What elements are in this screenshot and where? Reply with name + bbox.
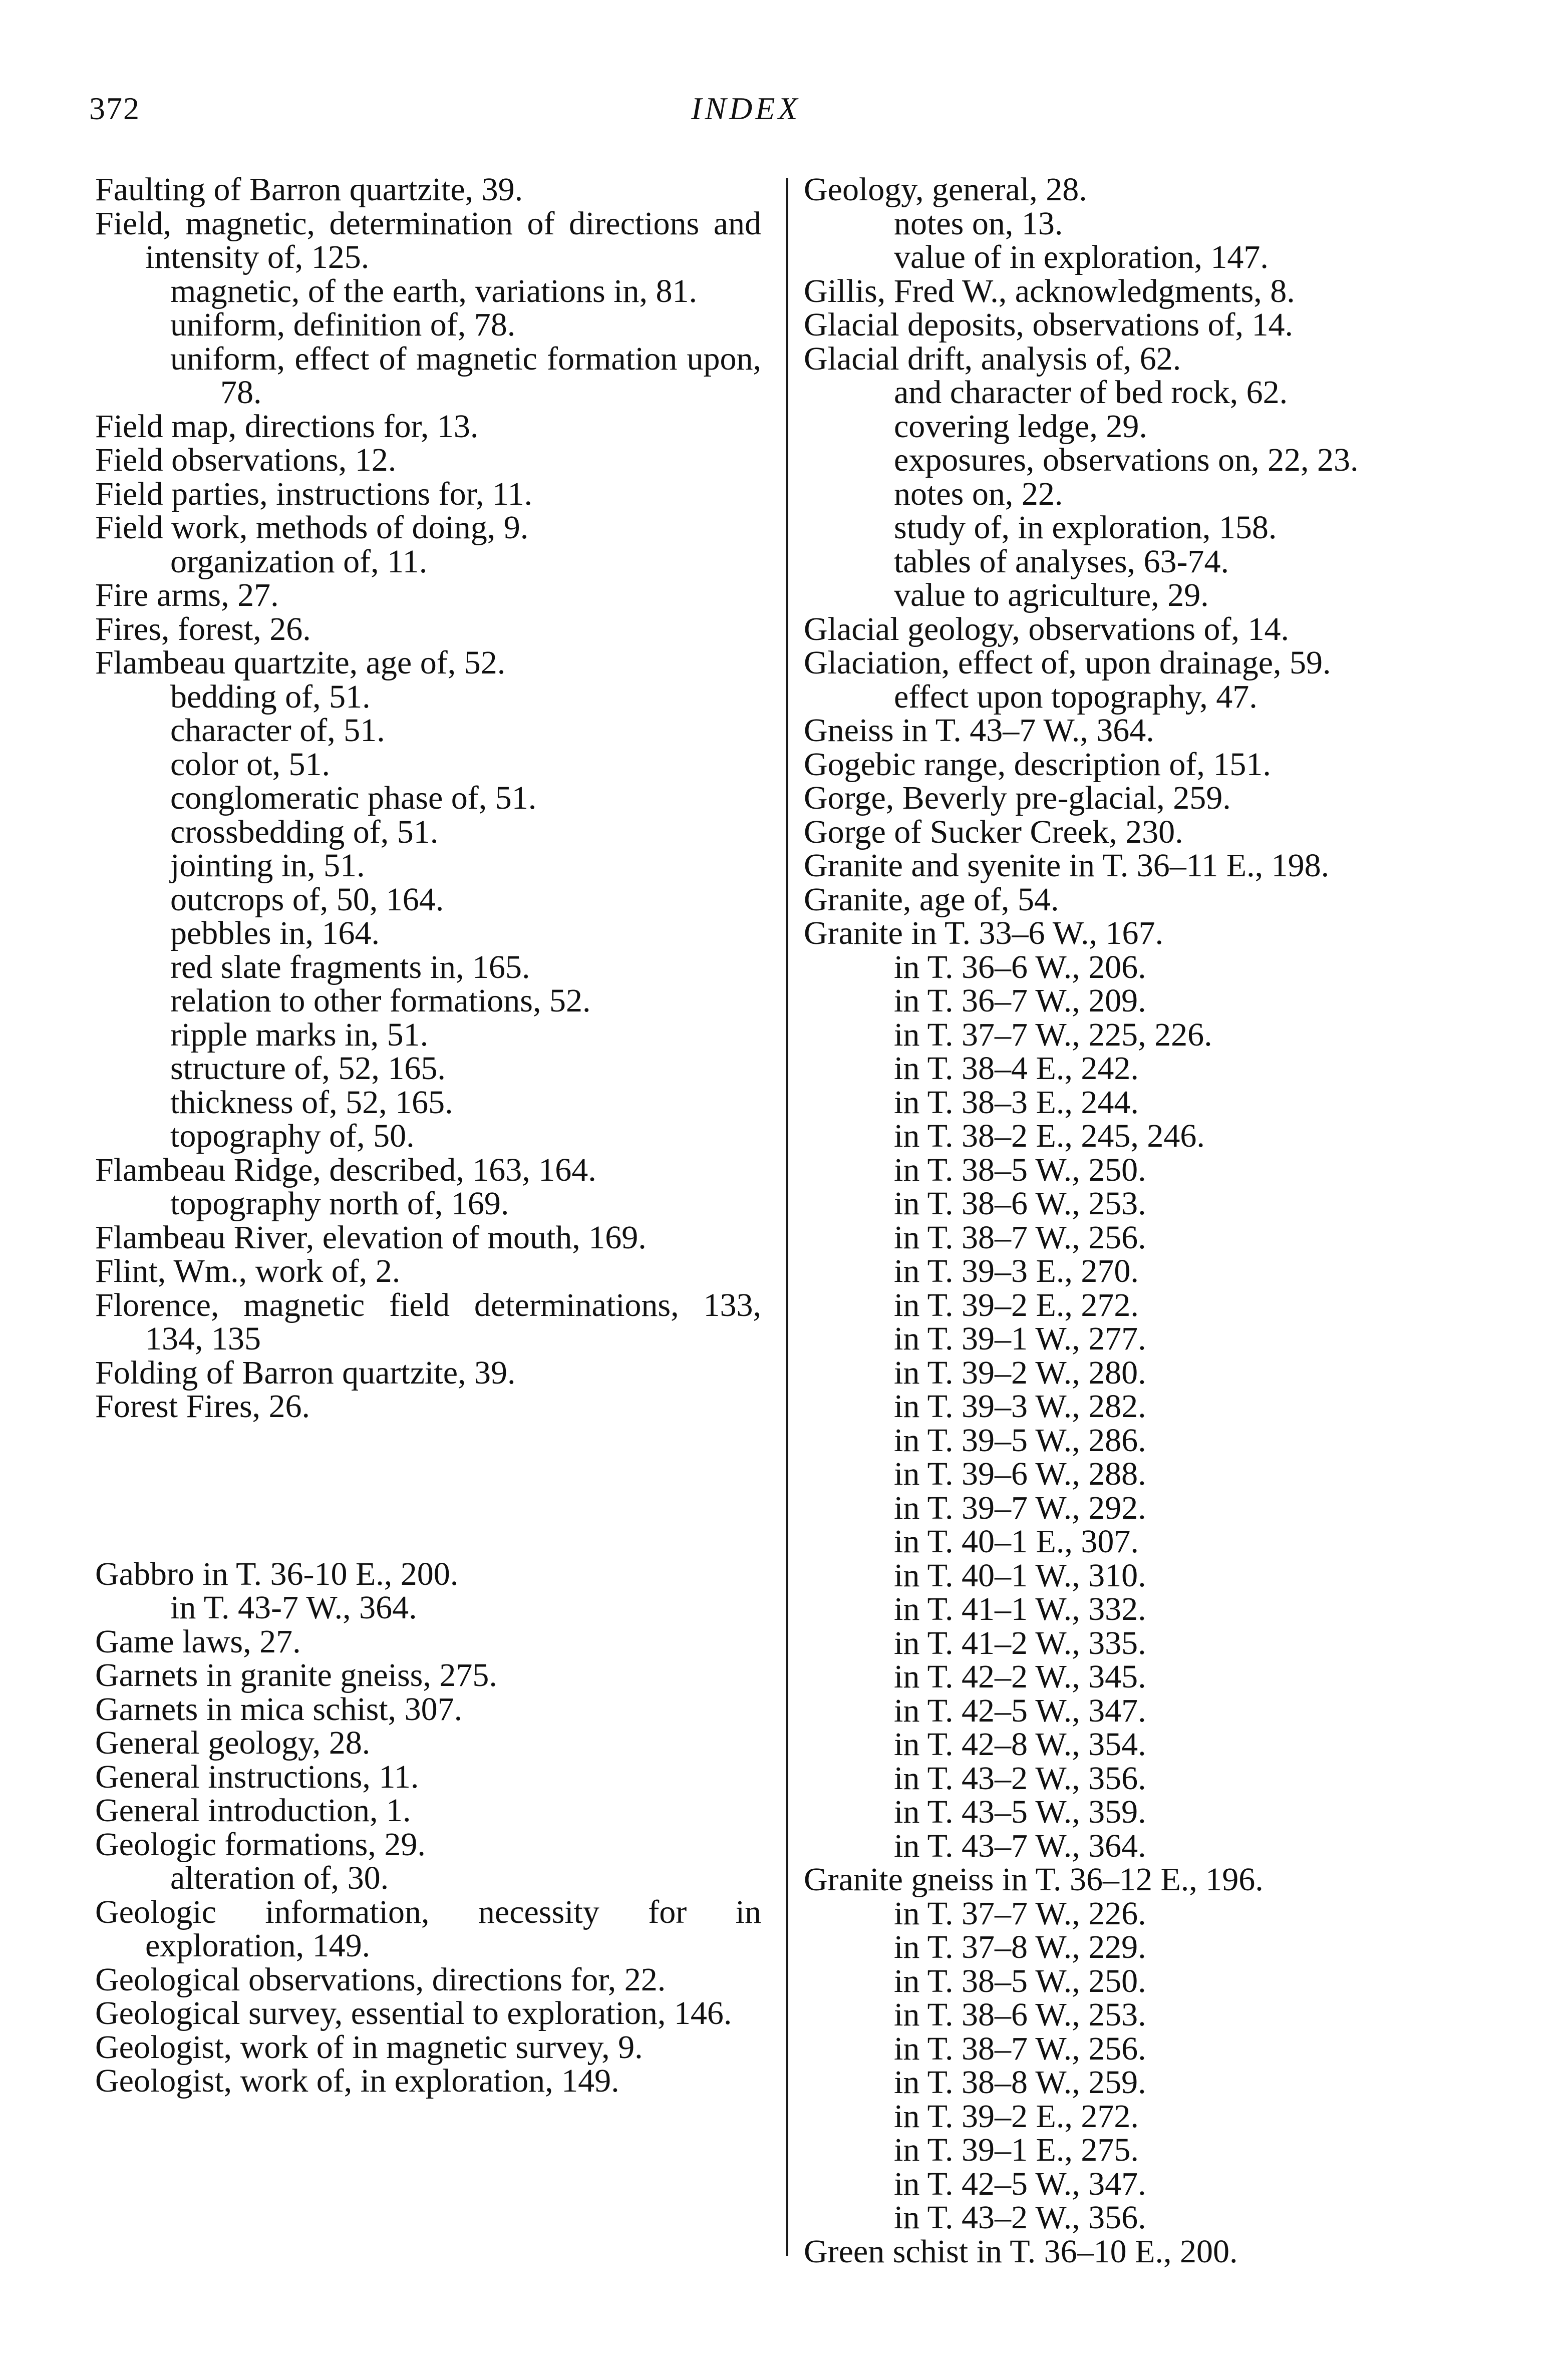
- index-subentry: in T. 39–3 W., 282.: [894, 1388, 1146, 1425]
- index-subentry: in T. 37–7 W., 225, 226.: [894, 1016, 1212, 1053]
- index-subentry: in T. 43–2 W., 356.: [894, 2199, 1146, 2236]
- index-subentry: outcrops of, 50, 164.: [170, 881, 444, 918]
- index-entry: General instructions, 11.: [95, 1758, 419, 1795]
- index-entry: Faulting of Barron quartzite, 39.: [95, 171, 523, 208]
- index-subentry: in T. 43–7 W., 364.: [894, 1827, 1146, 1864]
- index-entry: Granite in T. 33–6 W., 167.: [804, 915, 1164, 951]
- index-column-left: [95, 173, 761, 2098]
- index-subentry: study of, in exploration, 158.: [894, 509, 1277, 546]
- index-entry: Flambeau River, elevation of mouth, 169.: [95, 1219, 647, 1256]
- index-subentry: in T. 39–2 E., 272.: [894, 2098, 1139, 2135]
- index-subentry: jointing in, 51.: [170, 847, 365, 884]
- index-subentry: in T. 39–7 W., 292.: [894, 1489, 1146, 1526]
- index-entry: Fires, forest, 26.: [95, 610, 311, 647]
- index-subentry: in T. 39–2 W., 280.: [894, 1354, 1146, 1391]
- index-subentry: organization of, 11.: [170, 543, 428, 580]
- index-subentry: in T. 43–5 W., 359.: [894, 1794, 1146, 1830]
- running-head: INDEX: [691, 91, 801, 126]
- index-subentry: ripple marks in, 51.: [170, 1016, 429, 1053]
- index-subentry: in T. 42–5 W., 347.: [894, 2165, 1146, 2202]
- index-subentry: alteration of, 30.: [170, 1860, 389, 1896]
- index-entry: Flambeau Ridge, described, 163, 164.: [95, 1151, 596, 1188]
- index-subentry: magnetic, of the earth, variations in, 81.: [170, 272, 698, 309]
- index-entry: Glaciation, effect of, upon drainage, 59.: [804, 644, 1331, 681]
- index-entry: Geologic information, necessity for in exploration, 149.: [95, 1893, 761, 1964]
- index-entry: Gabbro in T. 36-10 E., 200.: [95, 1555, 459, 1592]
- index-subentry: in T. 39–6 W., 288.: [894, 1456, 1146, 1492]
- index-subentry: in T. 39–2 E., 272.: [894, 1286, 1139, 1323]
- index-subentry: crossbedding of, 51.: [170, 813, 439, 850]
- index-subentry: covering ledge, 29.: [894, 408, 1147, 445]
- index-subentry: in T. 43–2 W., 356.: [894, 1760, 1146, 1797]
- index-entry: Field, magnetic, determination of directions and intensity of, 125.: [95, 205, 761, 275]
- index-subentry: in T. 39–1 E., 275.: [894, 2132, 1139, 2168]
- index-subentry: in T. 38–5 W., 250.: [894, 1962, 1146, 1999]
- index-entry: Flint, Wm., work of, 2.: [95, 1253, 401, 1289]
- index-entry: Field observations, 12.: [95, 442, 397, 478]
- index-entry: Flambeau quartzite, age of, 52.: [95, 644, 506, 681]
- index-entry: Granite, age of, 54.: [804, 881, 1059, 918]
- index-entry: Forest Fires, 26.: [95, 1388, 310, 1425]
- index-entry: Glacial drift, analysis of, 62.: [804, 340, 1181, 377]
- index-entry: Green schist in T. 36–10 E., 200.: [804, 2233, 1238, 2270]
- index-entry: Granite and syenite in T. 36–11 E., 198.: [804, 847, 1330, 884]
- index-subentry: in T. 38–3 E., 244.: [894, 1084, 1139, 1121]
- index-subentry: in T. 36–6 W., 206.: [894, 948, 1146, 985]
- index-subentry: topography north of, 169.: [170, 1185, 509, 1222]
- index-subentry: uniform, definition of, 78.: [170, 306, 516, 343]
- page-number: 372: [89, 91, 140, 126]
- index-entry: Granite gneiss in T. 36–12 E., 196.: [804, 1861, 1264, 1898]
- index-subentry: in T. 38–8 W., 259.: [894, 2064, 1146, 2101]
- index-subentry: in T. 38–7 W., 256.: [894, 1219, 1146, 1256]
- index-subentry: pebbles in, 164.: [170, 915, 380, 951]
- index-subentry: value to agriculture, 29.: [894, 577, 1209, 613]
- index-subentry: in T. 41–1 W., 332.: [894, 1591, 1146, 1627]
- index-subentry: character of, 51.: [170, 712, 385, 749]
- index-entry: Geologist, work of, in exploration, 149.: [95, 2063, 619, 2099]
- index-column-right: [804, 173, 1505, 2268]
- index-subentry: in T. 41–2 W., 335.: [894, 1624, 1146, 1661]
- column-divider: [786, 178, 788, 2256]
- index-entry: Gorge, Beverly pre-glacial, 259.: [804, 780, 1231, 816]
- index-subentry: in T. 38–6 W., 253.: [894, 1996, 1146, 2033]
- index-subentry: topography of, 50.: [170, 1118, 415, 1154]
- index-subentry: conglomeratic phase of, 51.: [170, 780, 537, 816]
- index-entry: Geological survey, essential to exploration, 146.: [95, 1995, 732, 2031]
- index-subentry: in T. 39–1 W., 277.: [894, 1320, 1146, 1357]
- index-subentry: relation to other formations, 52.: [170, 982, 591, 1019]
- index-entry: Garnets in mica schist, 307.: [95, 1690, 463, 1728]
- index-subentry: effect upon topography, 47.: [894, 678, 1258, 715]
- index-entry: General geology, 28.: [95, 1725, 371, 1761]
- index-subentry: notes on, 13.: [894, 205, 1063, 242]
- index-entry: Field map, directions for, 13.: [95, 408, 479, 445]
- index-subentry: in T. 42–5 W., 347.: [894, 1692, 1146, 1729]
- index-subentry: structure of, 52, 165.: [170, 1050, 446, 1087]
- index-subentry: in T. 38–2 E., 245, 246.: [894, 1118, 1205, 1154]
- index-entry: Game laws, 27.: [95, 1623, 301, 1660]
- index-subentry: value of in exploration, 147.: [894, 239, 1269, 275]
- index-subentry: color ot, 51.: [170, 746, 330, 783]
- index-subentry: thickness of, 52, 165.: [170, 1084, 453, 1121]
- index-entry: Gogebic range, description of, 151.: [804, 746, 1271, 783]
- index-entry: Florence, magnetic field determinations, 133, 134, 135: [95, 1286, 761, 1357]
- index-subentry: uniform, effect of magnetic formation upon, 78.: [170, 340, 761, 411]
- index-subentry: in T. 42–8 W., 354.: [894, 1726, 1146, 1763]
- index-subentry: in T. 37–7 W., 226.: [894, 1895, 1146, 1932]
- index-subentry: in T. 37–8 W., 229.: [894, 1929, 1146, 1965]
- index-subentry: red slate fragments in, 165.: [170, 948, 530, 985]
- index-subentry: in T. 38–4 E., 242.: [894, 1050, 1139, 1087]
- index-subentry: in T. 38–6 W., 253.: [894, 1185, 1146, 1222]
- index-entry: Geologist, work of in magnetic survey, 9.: [95, 2028, 643, 2066]
- index-subentry: tables of analyses, 63-74.: [894, 543, 1229, 580]
- index-entry: Geologic formations, 29.: [95, 1826, 426, 1863]
- index-entry: Gneiss in T. 43–7 W., 364.: [804, 712, 1154, 749]
- index-entry: Field work, methods of doing, 9.: [95, 509, 529, 546]
- index-subentry: in T. 40–1 W., 310.: [894, 1557, 1146, 1594]
- index-entry: Folding of Barron quartzite, 39.: [95, 1354, 516, 1391]
- index-subentry: in T. 36–7 W., 209.: [894, 982, 1146, 1019]
- index-entry: Gillis, Fred W., acknowledgments, 8.: [804, 272, 1295, 309]
- index-entry: Geology, general, 28.: [804, 171, 1087, 208]
- index-subentry: in T. 38–5 W., 250.: [894, 1151, 1146, 1188]
- index-entry: Garnets in granite gneiss, 275.: [95, 1657, 497, 1693]
- index-entry: Gorge of Sucker Creek, 230.: [804, 813, 1183, 850]
- index-subentry: bedding of, 51.: [170, 678, 371, 715]
- index-entry: Fire arms, 27.: [95, 577, 279, 613]
- index-subentry: in T. 38–7 W., 256.: [894, 2030, 1146, 2067]
- index-subentry: in T. 39–3 E., 270.: [894, 1253, 1139, 1289]
- index-entry: Glacial deposits, observations of, 14.: [804, 306, 1293, 343]
- index-subentry: in T. 40–1 E., 307.: [894, 1523, 1139, 1560]
- index-subentry: notes on, 22.: [894, 475, 1063, 512]
- index-subentry: and character of bed rock, 62.: [894, 374, 1288, 411]
- index-entry: Geological observations, directions for, 22.: [95, 1961, 666, 1998]
- index-entry: General introduction, 1.: [95, 1792, 411, 1829]
- index-subentry: in T. 43-7 W., 364.: [170, 1589, 417, 1626]
- index-entry: Field parties, instructions for, 11.: [95, 475, 532, 512]
- index-subentry: exposures, observations on, 22, 23.: [894, 442, 1359, 478]
- index-subentry: in T. 42–2 W., 345.: [894, 1658, 1146, 1695]
- letter-section-gap: [95, 1457, 761, 1524]
- index-entry: Glacial geology, observations of, 14.: [804, 610, 1289, 647]
- index-subentry: in T. 39–5 W., 286.: [894, 1422, 1146, 1459]
